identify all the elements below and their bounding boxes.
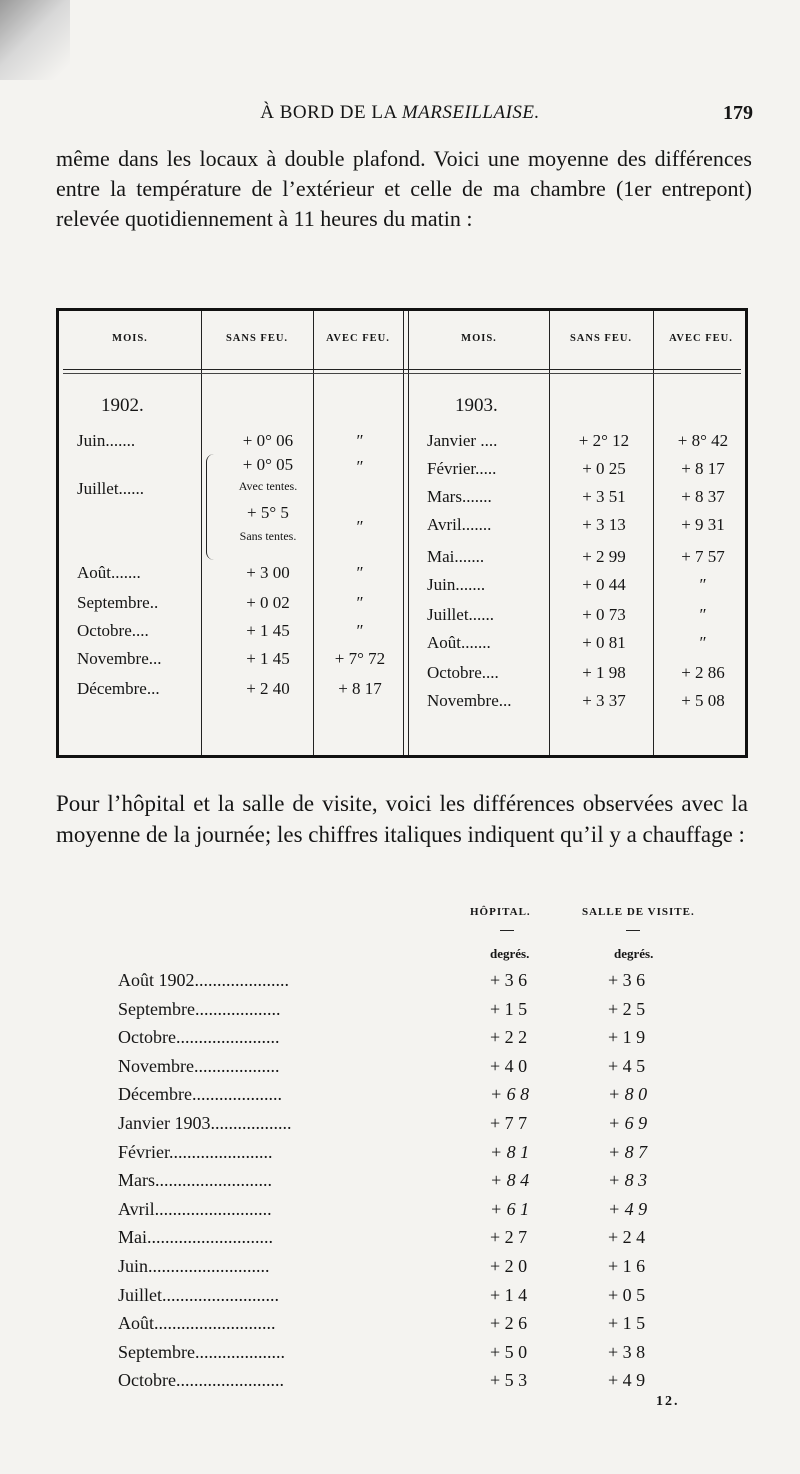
sans-feu-cell: + 1 45 [246, 649, 290, 668]
salle-value: + 8 7 [608, 1141, 648, 1162]
month-cell: Novembre... [77, 649, 162, 668]
hopital-value: + 2 2 [490, 1027, 528, 1048]
month-cell: Octobre.... [427, 663, 499, 682]
salle-value: + 2 4 [608, 1227, 646, 1248]
sans-feu-cell: + 0° 05 [242, 455, 294, 474]
table-row [118, 1084, 678, 1112]
table-row [118, 970, 678, 998]
salle-value: + 1 9 [608, 1027, 646, 1048]
hopital-value: + 8 1 [490, 1141, 530, 1162]
month-cell: Juillet...... [77, 479, 145, 498]
header-rule [63, 369, 741, 370]
avec-feu-cell: + 8 37 [681, 487, 725, 506]
avec-feu-cell: + 8 17 [681, 459, 725, 478]
table-row [118, 1027, 678, 1055]
month-label: Janvier 1903.................. [118, 1113, 292, 1133]
page-header [0, 102, 800, 132]
brace [206, 454, 215, 560]
sans-feu-cell: + 1 45 [246, 621, 290, 640]
sans-feu-cell: + 0 73 [582, 605, 626, 624]
month-label: Avril.......................... [118, 1198, 272, 1219]
month-label: Juillet.......................... [118, 1284, 279, 1305]
year-1902: 1902. [101, 395, 144, 416]
sans-feu-cell: + 0 25 [582, 459, 626, 478]
table-row [118, 1285, 678, 1313]
month-label: Août 1902..................... [118, 970, 289, 990]
sans-feu-cell: + 0 02 [246, 593, 290, 612]
header-salle-de-visite: SALLE DE VISITE. [582, 906, 695, 918]
table-row [118, 1113, 678, 1141]
month-label: Mai............................ [118, 1227, 273, 1248]
sans-feu-cell: + 3 51 [582, 487, 626, 506]
temperature-table [56, 308, 748, 758]
month-label: Novembre................... [118, 1055, 280, 1076]
header-mois: MOIS. [112, 333, 148, 344]
month-label: Mars.......................... [118, 1170, 272, 1191]
month-cell: Octobre.... [77, 621, 149, 640]
intro-paragraph: même dans les locaux à double plafond. Voici une moyenne des différences entre la température de l’extérieur et celle de ma chambre (1er entrepont) relevée quotidiennement à 11 heures du matin : [56, 146, 752, 231]
hopital-value: + 2 7 [490, 1227, 528, 1248]
sans-feu-cell: + 2° 12 [578, 431, 630, 450]
salle-value: + 0 5 [608, 1284, 646, 1305]
header-hopital: HÔPITAL. [470, 906, 531, 918]
note-sans-tentes: Sans tentes. [239, 529, 297, 543]
header-avec-feu: AVEC FEU. [326, 333, 390, 344]
month-cell: Juillet...... [427, 605, 495, 624]
salle-value: + 4 9 [608, 1370, 646, 1391]
salle-value: + 2 5 [608, 998, 646, 1019]
scan-shadow [0, 0, 70, 80]
avec-feu-cell: ″ [699, 633, 707, 652]
month-label: Octobre....................... [118, 1027, 280, 1048]
month-cell: Décembre... [77, 679, 160, 698]
avec-feu-cell: + 7° 72 [334, 649, 386, 668]
year-1903: 1903. [455, 395, 498, 416]
month-cell: Mai....... [427, 547, 485, 566]
hospital-table [0, 900, 800, 1420]
salle-value: + 6 9 [608, 1113, 648, 1133]
hospital-paragraph: Pour l’hôpital et la salle de visite, voici les différences observées avec la moyenne de la journée; les chiffres italiques indiquent qu’il y a chauffage : [56, 791, 748, 847]
salle-value: + 1 6 [608, 1256, 646, 1276]
table-row [118, 1313, 678, 1341]
column-divider [201, 311, 202, 755]
avec-feu-cell: ″ [699, 575, 707, 594]
month-cell: Juin....... [77, 431, 136, 450]
month-cell: Avril....... [427, 515, 492, 534]
month-cell: Février..... [427, 459, 497, 478]
avec-feu-cell: ″ [356, 621, 364, 640]
table-row [118, 999, 678, 1027]
avec-feu-cell: ″ [356, 457, 364, 476]
table-row [118, 1256, 678, 1284]
month-label: Décembre.................... [118, 1084, 282, 1105]
hopital-value: + 7 7 [490, 1113, 528, 1133]
avec-feu-cell: ″ [699, 605, 707, 624]
column-divider [549, 311, 550, 755]
hopital-value: + 1 4 [490, 1284, 528, 1305]
avec-feu-cell: + 2 86 [681, 663, 725, 682]
table-row [118, 1142, 678, 1170]
month-label: Février....................... [118, 1141, 273, 1162]
hopital-value: + 3 6 [490, 970, 528, 990]
header-mois: MOIS. [461, 333, 497, 344]
hopital-value: + 5 3 [490, 1370, 528, 1391]
sans-feu-cell: + 0 44 [582, 575, 626, 594]
unit-degres: degrés. [614, 946, 654, 961]
avec-feu-cell: + 8 17 [338, 679, 382, 698]
month-cell: Août....... [427, 633, 491, 652]
running-head-ship-name: MARSEILLAISE. [401, 102, 540, 123]
avec-feu-cell: ″ [356, 563, 364, 582]
salle-value: + 4 9 [608, 1198, 648, 1219]
hopital-value: + 2 6 [490, 1313, 528, 1334]
month-cell: Novembre... [427, 691, 512, 710]
avec-feu-cell: ″ [356, 431, 364, 450]
sans-feu-cell: + 3 00 [246, 563, 290, 582]
month-label: Septembre................... [118, 998, 281, 1019]
hopital-value: + 2 0 [490, 1256, 528, 1276]
avec-feu-cell: + 5 08 [681, 691, 725, 710]
unit-degres: degrés. [490, 946, 530, 961]
hopital-value: + 8 4 [490, 1170, 530, 1191]
hopital-value: + 4 0 [490, 1055, 528, 1076]
sans-feu-cell: + 0° 06 [242, 431, 294, 450]
hopital-value: + 1 5 [490, 998, 528, 1019]
sans-feu-cell: + 1 98 [582, 663, 626, 682]
table-row [118, 1370, 678, 1398]
salle-value: + 8 0 [608, 1084, 648, 1105]
avec-feu-cell: ″ [356, 517, 364, 536]
table-row [118, 1199, 678, 1227]
running-head [0, 102, 800, 124]
table-row [118, 1342, 678, 1370]
salle-value: + 1 5 [608, 1313, 646, 1334]
page-number: 179 [723, 102, 753, 124]
sans-feu-cell: + 5° 5 [247, 503, 289, 522]
running-head-prefix: À BORD DE LA [260, 102, 402, 123]
signature-mark: 12. [656, 1394, 680, 1409]
salle-value: + 8 3 [608, 1170, 648, 1191]
header-sans-feu: SANS FEU. [569, 333, 633, 344]
note-avec-tentes: Avec tentes. [238, 479, 298, 493]
sans-feu-cell: + 2 40 [246, 679, 290, 698]
avec-feu-cell: + 8° 42 [677, 431, 729, 450]
table-row [118, 1056, 678, 1084]
sans-feu-cell: + 0 81 [582, 633, 626, 652]
sans-feu-cell: + 2 99 [582, 547, 626, 566]
header-avec-feu: AVEC FEU. [669, 333, 733, 344]
header-dash [500, 930, 514, 931]
month-cell: Mars....... [427, 487, 492, 506]
salle-value: + 3 8 [608, 1341, 646, 1362]
salle-value: + 3 6 [608, 970, 646, 990]
header-rule [63, 373, 741, 374]
month-label: Août........................... [118, 1313, 276, 1334]
avec-feu-cell: + 7 57 [681, 547, 725, 566]
hopital-value: + 6 8 [490, 1084, 530, 1105]
month-cell: Septembre.. [77, 593, 159, 612]
header-dash [626, 930, 640, 931]
month-cell: Janvier .... [427, 431, 498, 450]
table-row [118, 1227, 678, 1255]
avec-feu-cell: ″ [356, 593, 364, 612]
month-label: Septembre.................... [118, 1341, 285, 1362]
avec-feu-cell: + 9 31 [681, 515, 725, 534]
month-label: Juin........................... [118, 1256, 270, 1276]
header-sans-feu: SANS FEU. [225, 333, 289, 344]
salle-value: + 4 5 [608, 1055, 646, 1076]
sans-feu-cell: + 3 13 [582, 515, 626, 534]
sans-feu-cell: + 3 37 [582, 691, 626, 710]
hopital-value: + 5 0 [490, 1341, 528, 1362]
month-cell: Juin....... [427, 575, 486, 594]
hopital-value: + 6 1 [490, 1198, 530, 1219]
table-row [118, 1170, 678, 1198]
month-label: Octobre........................ [118, 1370, 284, 1391]
month-cell: Août....... [77, 563, 141, 582]
